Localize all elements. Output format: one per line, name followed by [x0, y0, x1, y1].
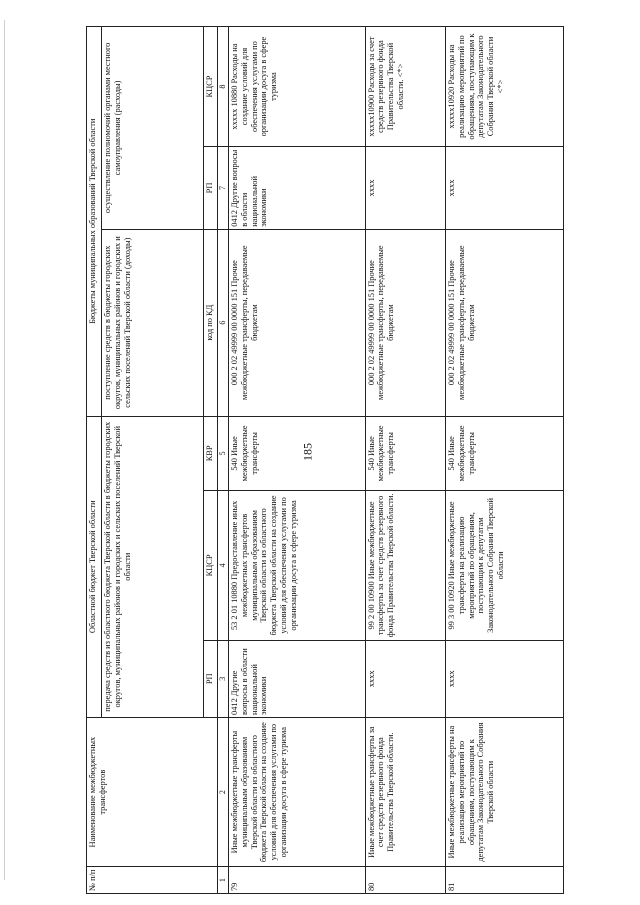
row-num: 81 [446, 867, 564, 894]
row-name: Иные межбюджетные трансферты муниципальным образованиям Тверской области из областного бюджета Тверской области на создание условий для обеспечения услугами по организации досуга в сфере туризма [229, 717, 366, 866]
row-kd: 000 2 02 49999 00 0000 151 Прочие межбюджетные трансферты, передаваемые бюджетам [446, 229, 564, 416]
page-number: 185 [300, 443, 315, 461]
header-num: № п/п [87, 867, 218, 894]
header-name: Наименование межбюджетных трансфертов [87, 717, 218, 866]
row-kcsr-2: xxxxx 10880 Расходы на создание условий для обеспечения услугами по организации досуга в сфере туризма [229, 27, 366, 147]
table-row [365, 27, 446, 894]
scan-edge-line [4, 20, 5, 880]
row-name: Иные межбюджетные трансферты на реализацию мероприятий по обращениям, поступающим к депутатам Законодательного Собрания Тверской области [446, 717, 564, 866]
row-rp-2: 0412 Другие вопросы в области национальной экономики [229, 147, 366, 230]
row-kvr: 540 Иные межбюджетные трансферты [446, 416, 564, 491]
col-index: 5 [218, 416, 229, 491]
row-kvr: 540 Иные межбюджетные трансферты [229, 416, 366, 491]
row-num: 79 [229, 867, 366, 894]
row-num: 80 [365, 867, 446, 894]
col-index: 3 [218, 640, 229, 717]
column-index-row [218, 27, 229, 894]
col-index: 8 [218, 27, 229, 147]
header-kod-kd: код по КД [204, 229, 218, 416]
row-kcsr-2: xxxxx10920 Расходы на реализацию мероприятий по обращениям, поступающим к депутатам Законодательного Собрания Тверской области <*> [446, 27, 564, 147]
header-region-purpose: передача средств из областного бюджета Тверской области в бюджеты городских округов, муниципальных районов и городских и сельских поселений Тверской области [102, 416, 204, 717]
col-index: 1 [218, 867, 229, 894]
row-kcsr: 53 2 01 10880 Предоставление иных межбюджетных трансфертов муниципальным образованиям Тверской области из областного бюджета Тверской области на создание условий для обеспечения услугами по организации досуга в сфере туризма [229, 491, 366, 640]
row-rp-2: хххх [365, 147, 446, 230]
row-rp: хххх [446, 640, 564, 717]
row-kcsr-2: xxxxx10900 Расходы за счет средств резервного фонда Правительства Тверской области. <*> [365, 27, 446, 147]
row-kcsr: 99 2 00 10900 Иные межбюджетные трансферты за счет средств резервного фонда Правительства Тверской области. [365, 491, 446, 640]
row-rp-2: хххх [446, 147, 564, 230]
col-index: 4 [218, 491, 229, 640]
row-kcsr: 99 3 00 10920 Иные межбюджетные трансферты на реализацию мероприятий по обращениям, поступающим к депутатам Законодательного Собрания Тверской области [446, 491, 564, 640]
row-rp: 0412 Другие вопросы в области национальной экономики [229, 640, 366, 717]
header-rp-2: РП [204, 147, 218, 230]
row-rp: хххх [365, 640, 446, 717]
header-kcsr: КЦСР [204, 491, 218, 640]
rotated-table-container [86, 26, 564, 894]
row-kvr: 540 Иные межбюджетные трансферты [365, 416, 446, 491]
header-mun-budgets: Бюджеты муниципальных образований Тверской области [87, 27, 102, 417]
col-index: 2 [218, 717, 229, 866]
table-row [446, 27, 564, 894]
header-region-budget: Областной бюджет Тверской области [87, 416, 102, 717]
row-kd: 000 2 02 49999 00 0000 151 Прочие межбюджетные трансферты, передаваемые бюджетам [229, 229, 366, 416]
table-row [229, 27, 366, 894]
row-name: Иные межбюджетные трансферты за счет средств резервного фонда Правительства Тверской области. [365, 717, 446, 866]
col-index: 7 [218, 147, 229, 230]
header-kcsr-2: КЦСР [204, 27, 218, 147]
header-mun-spend: осуществление полномочий органами местного самоуправления (расходы) [102, 27, 204, 230]
row-kd: 000 2 02 49999 00 0000 151 Прочие межбюджетные трансферты, передаваемые бюджетам [365, 229, 446, 416]
header-rp: РП [204, 640, 218, 717]
header-kvr: КВР [204, 416, 218, 491]
col-index: 6 [218, 229, 229, 416]
header-mun-income: поступление средств в бюджеты городских округов, муниципальных районов и городских и сельских поселений Тверской области (доходы) [102, 229, 204, 416]
transfers-table [86, 26, 564, 894]
